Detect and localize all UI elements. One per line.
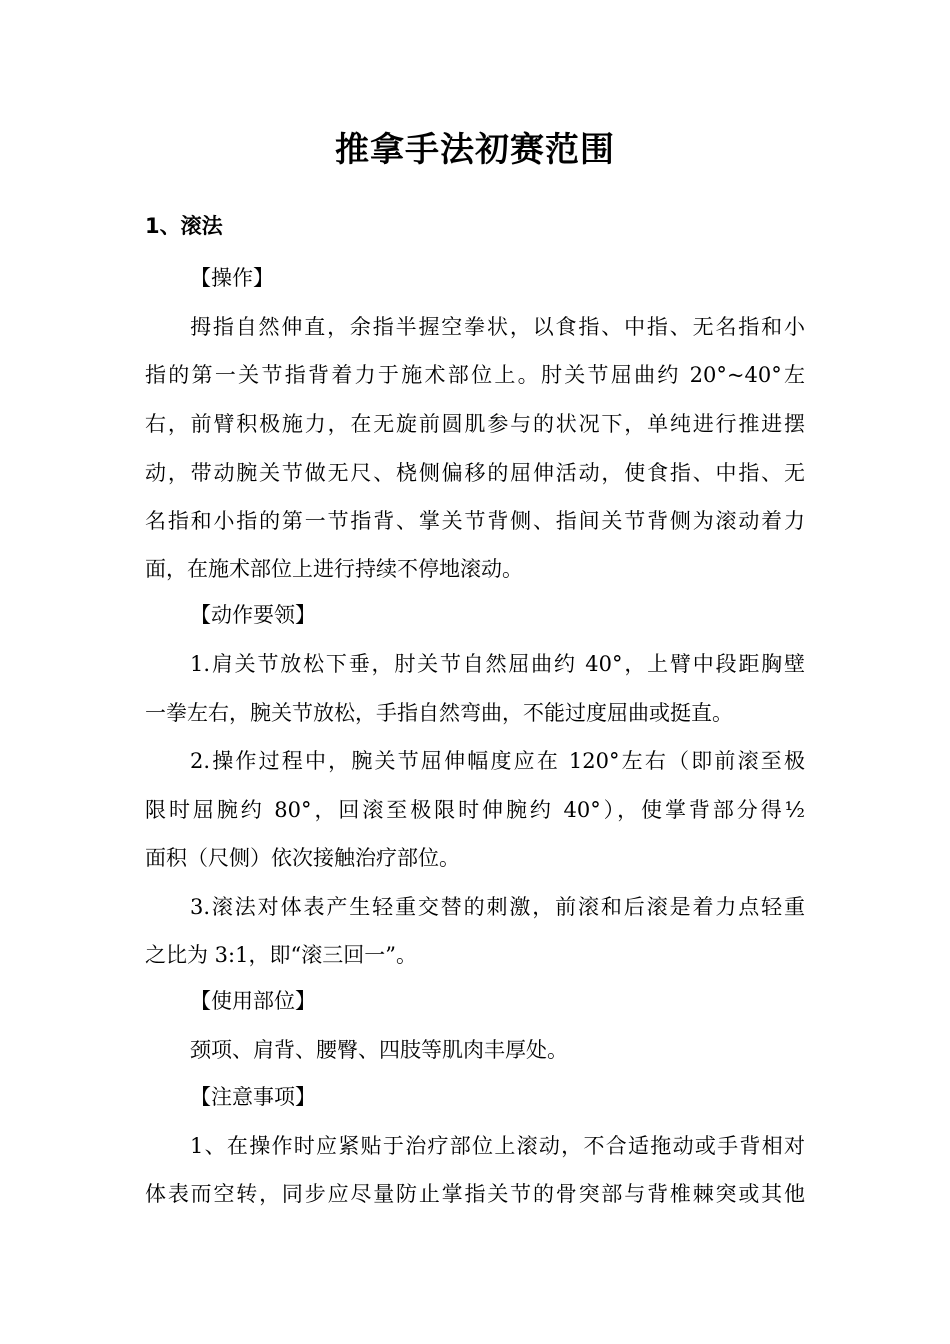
paragraph-line: 名指和小指的第一节指背、掌关节背侧、指间关节背侧为滚动着力 [145,509,805,533]
section-heading: 1、滚法 [145,214,223,238]
paragraph-line: 3.滚法对体表产生轻重交替的刺激，前滚和后滚是着力点轻重 [190,895,805,919]
paragraph-line: 动，带动腕关节做无尺、桡侧偏移的屈伸活动，使食指、中指、无 [145,461,805,485]
paragraph-line: 颈项、肩背、腰臀、四肢等肌肉丰厚处。 [190,1038,568,1062]
paragraph-line: 体表而空转，同步应尽量防止掌指关节的骨突部与背椎棘突或其他 [145,1182,805,1206]
paragraph-line: 限时屈腕约 80°，回滚至极限时伸腕约 40°），使掌背部分得½ [145,798,805,822]
paragraph-line: 右，前臂积极施力，在无旋前圆肌参与的状况下，单纯进行推进摆 [145,412,805,436]
subheading-precautions: 【注意事项】 [190,1085,316,1109]
subheading-application-area: 【使用部位】 [190,989,316,1013]
subheading-operation: 【操作】 [190,266,274,290]
paragraph-line: 1、在操作时应紧贴于治疗部位上滚动，不合适拖动或手背相对 [190,1134,805,1158]
paragraph-line: 面，在施术部位上进行持续不停地滚动。 [145,557,523,581]
paragraph-line: 之比为 3:1，即“滚三回一”。 [145,943,417,967]
paragraph-line: 面积（尺侧）依次接触治疗部位。 [145,846,460,870]
paragraph-line: 指的第一关节指背着力于施术部位上。肘关节屈曲约 20°~40°左 [145,363,805,387]
document-title: 推拿手法初赛范围 [335,130,615,170]
paragraph-line: 2.操作过程中，腕关节屈伸幅度应在 120°左右（即前滚至极 [190,749,805,773]
subheading-key-points: 【动作要领】 [190,603,316,627]
paragraph-line: 拇指自然伸直，余指半握空拳状，以食指、中指、无名指和小 [190,315,805,339]
paragraph-line: 一拳左右，腕关节放松，手指自然弯曲，不能过度屈曲或挺直。 [145,701,733,725]
paragraph-line: 1.肩关节放松下垂，肘关节自然屈曲约 40°，上臂中段距胸壁 [190,652,805,676]
